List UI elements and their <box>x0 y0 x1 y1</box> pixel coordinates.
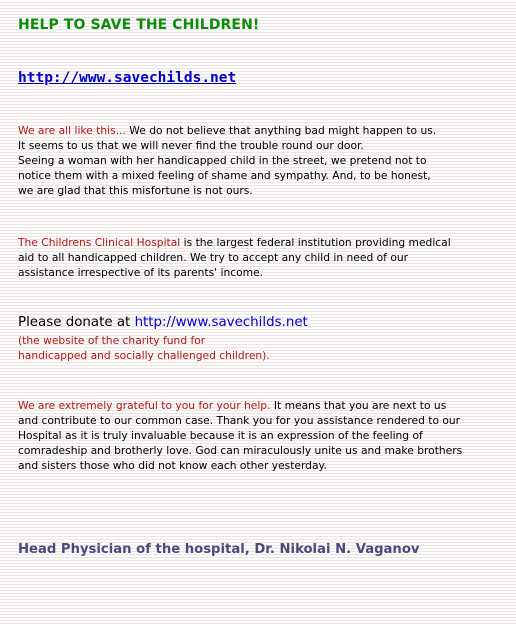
paragraph-line: comradeship and brotherly love. God can miraculously unite us and make brothers <box>18 444 463 457</box>
fund-note-line: handicapped and socially challenged children). <box>18 349 270 362</box>
paragraph-line <box>18 398 502 413</box>
paragraph-line <box>18 235 502 250</box>
site-link[interactable]: http://www.savechilds.net <box>18 70 237 86</box>
paragraph-line: aid to all handicapped children. We try to accept any child in need of our <box>18 251 409 264</box>
paragraph-line: It seems to us that we will never find the trouble round our door. <box>18 139 364 152</box>
paragraph-line: notice them with a mixed feeling of shame and sympathy. And, to be honest, <box>18 169 431 182</box>
paragraph-line: Hospital as it is truly invaluable because it is an expression of the feeling of <box>18 429 423 442</box>
charity-fund-note <box>18 333 270 363</box>
paragraph-line: and sisters those who did not know each other yesterday. <box>18 459 327 472</box>
page-headline: HELP TO SAVE THE CHILDREN! <box>18 17 260 33</box>
paragraph-line: and contribute to our common case. Thank you for you assistance rendered to our <box>18 414 461 427</box>
paragraph-we-are-all-like-this <box>18 123 502 198</box>
paragraph-line: we are glad that this misfortune is not ours. <box>18 184 253 197</box>
paragraph-lead: We are all like this... <box>18 124 126 137</box>
paragraph-text: is the largest federal institution providing medical <box>180 236 451 249</box>
donate-link[interactable]: http://www.savechilds.net <box>134 315 308 330</box>
paragraph-line: Seeing a woman with her handicapped child in the street, we pretend not to <box>18 154 427 167</box>
paragraph-text: We do not believe that anything bad might happen to us. <box>125 124 437 137</box>
gratitude-lead: We are extremely grateful to you for your help. <box>18 399 271 412</box>
paragraph-line: assistance irrespective of its parents' income. <box>18 266 264 279</box>
paragraph-gratitude <box>18 398 502 473</box>
donate-line <box>18 315 308 330</box>
signature: Head Physician of the hospital, Dr. Nikolai N. Vaganov <box>18 542 420 557</box>
fund-note-line: (the website of the charity fund for <box>18 334 206 347</box>
paragraph-line <box>18 123 502 138</box>
donate-label: Please donate at <box>18 315 135 330</box>
paragraph-text: It means that you are next to us <box>270 399 447 412</box>
hospital-name: The Childrens Clinical Hospital <box>18 236 181 249</box>
paragraph-hospital-description <box>18 235 502 280</box>
